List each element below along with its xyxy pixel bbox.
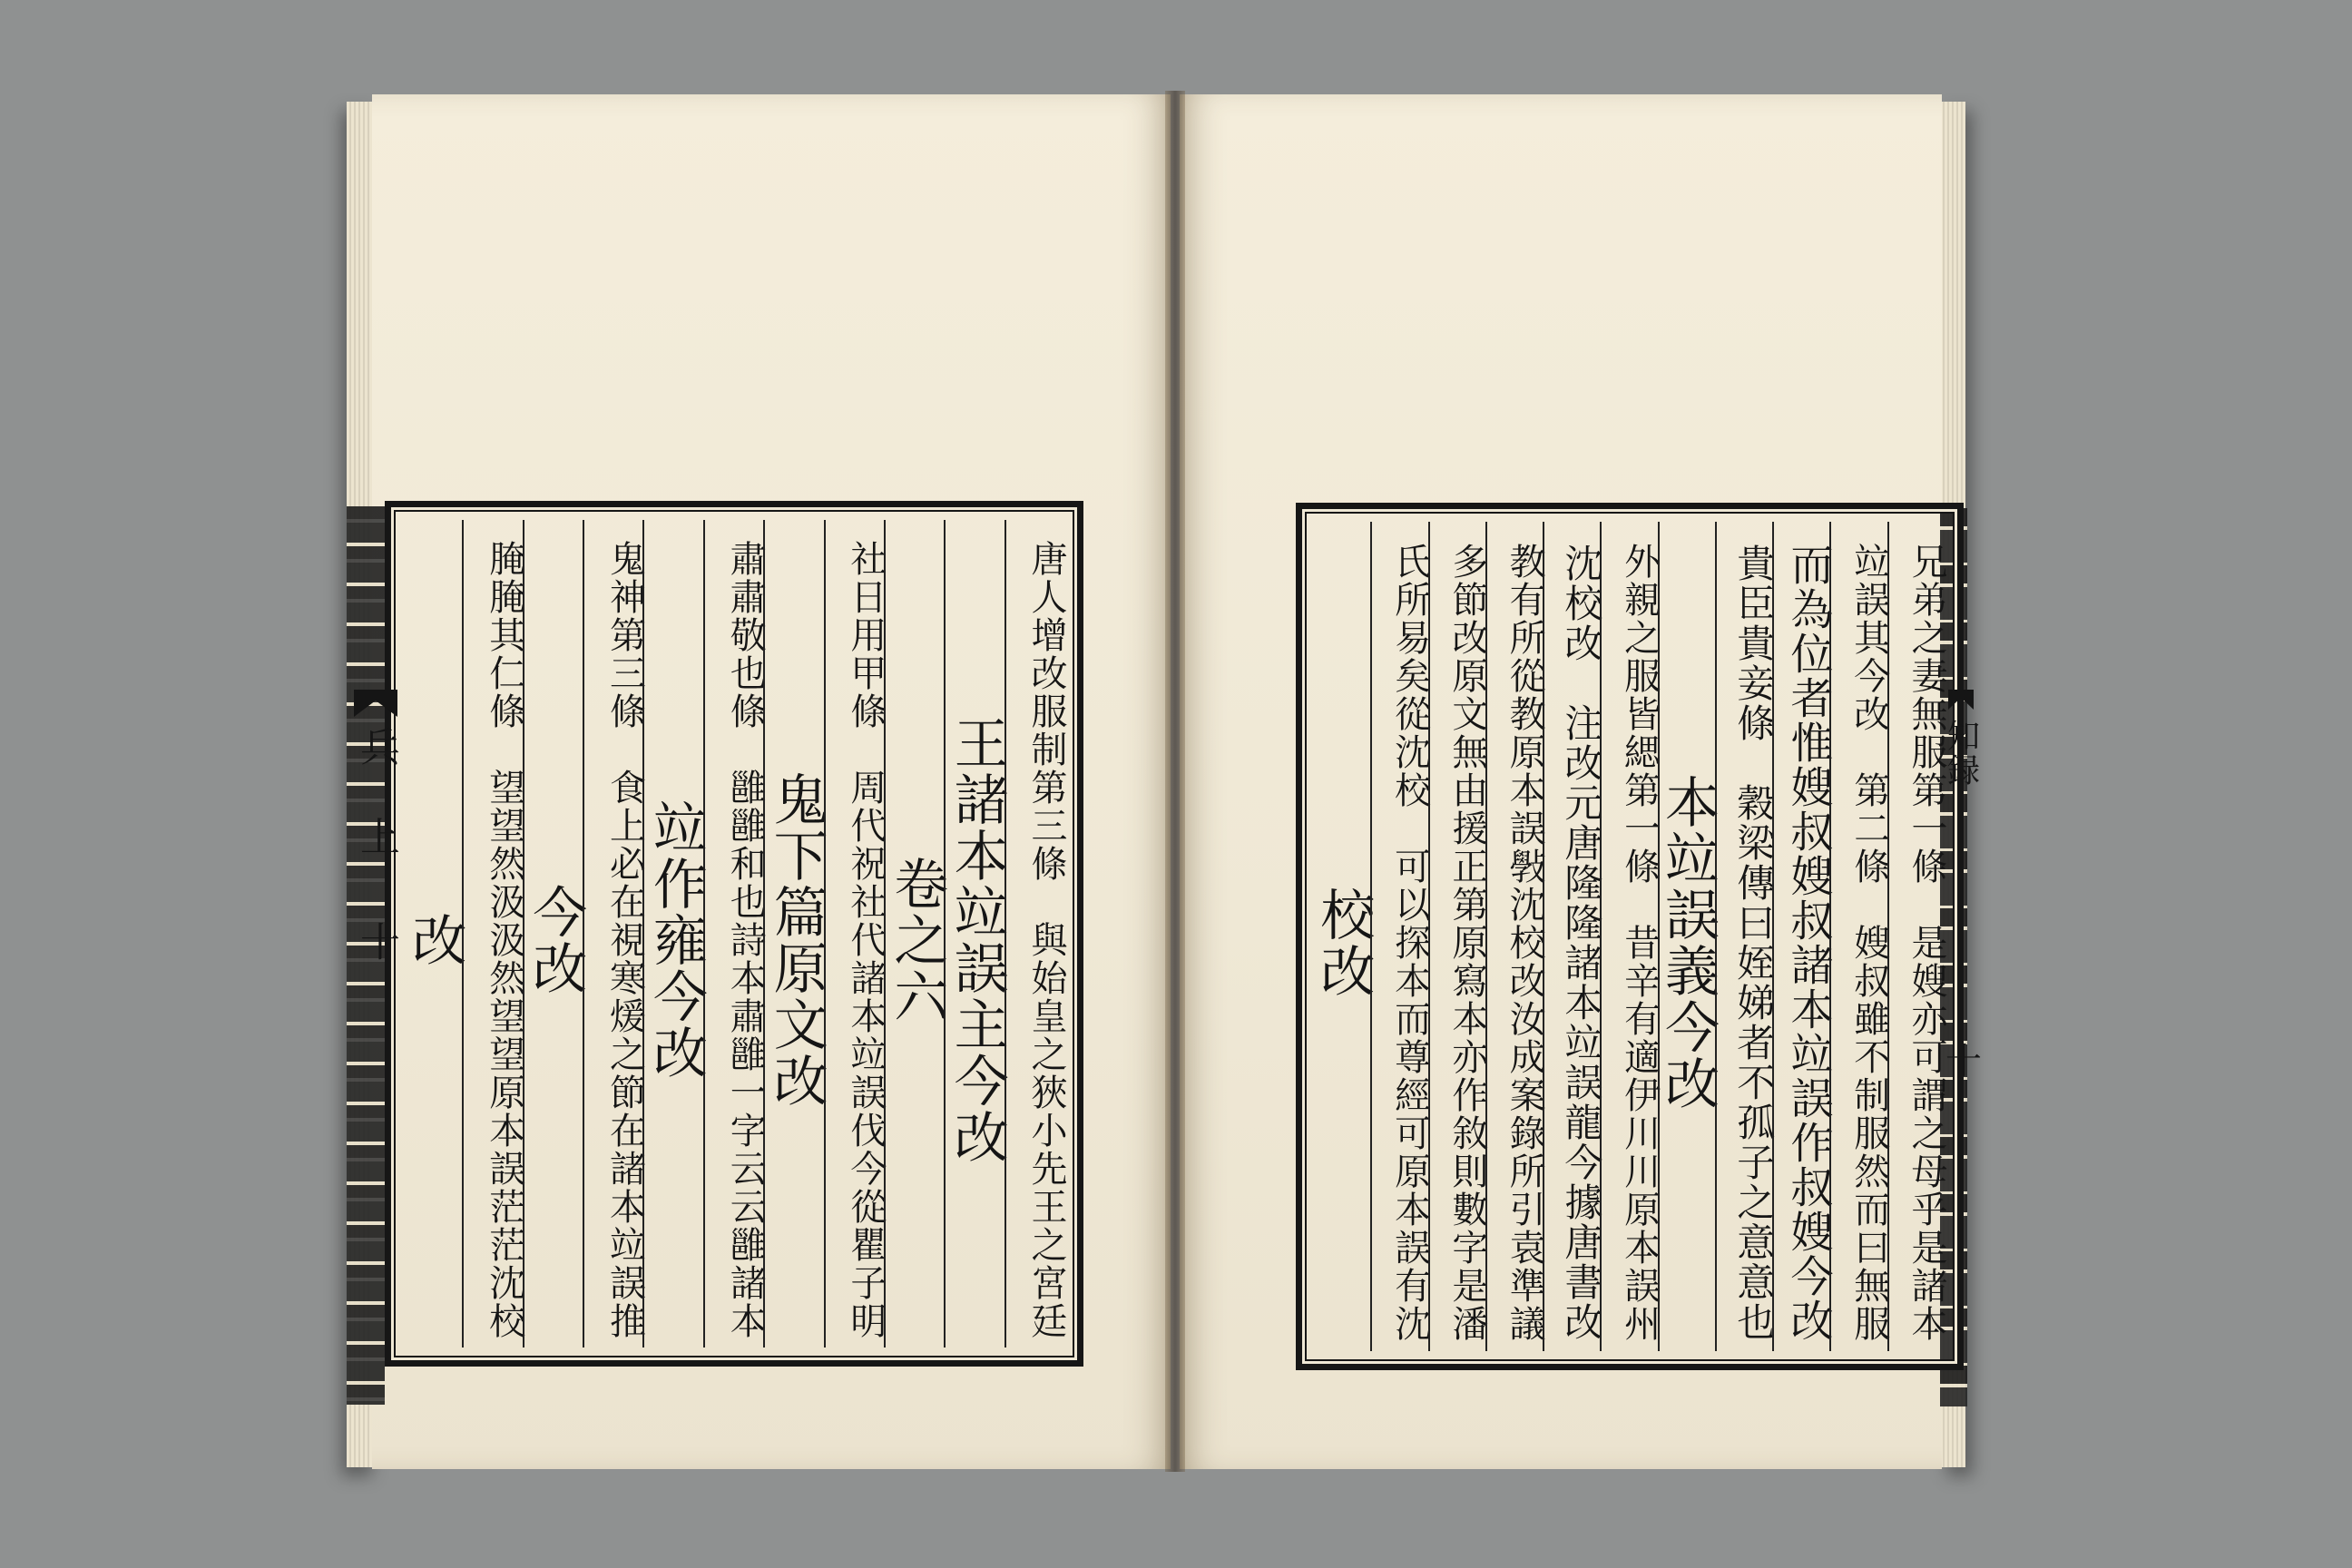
left-column-2: 王諸本竝誤主今改 bbox=[944, 520, 1004, 1348]
right-column-2: 竝誤其今改 第二條 嫂叔雖不制服然而曰無服 bbox=[1829, 522, 1886, 1351]
right-column-3: 而為位者惟嫂叔嫂叔諸本竝誤作叔嫂今改 bbox=[1772, 522, 1829, 1351]
left-fold-title: 兵 上 bbox=[353, 726, 399, 858]
book-gutter bbox=[1165, 91, 1185, 1472]
fish-tail-mark-icon bbox=[1948, 690, 1974, 710]
right-column-1: 兄弟之妻無服第一條 是嫂亦可謂之母乎是諸本 bbox=[1887, 522, 1945, 1351]
left-column-9: 今改 bbox=[523, 520, 583, 1348]
right-column-11: 校改 bbox=[1311, 887, 1376, 999]
right-column-6: 外親之服皆緦第一條 昔辛有適伊川川原本誤州 bbox=[1600, 522, 1657, 1351]
right-column-4: 貴臣貴妾條 穀梁傳曰姪娣者不孤子之意意也 bbox=[1715, 522, 1772, 1351]
left-column-6: 肅肅敬也條 雝雝和也詩本肅雝一字云云雝諸本 bbox=[703, 520, 763, 1348]
left-column-8: 鬼神第三條 食上必在視寒煖之節在諸本竝誤推 bbox=[583, 520, 642, 1348]
fish-tail-mark-icon bbox=[354, 690, 397, 717]
right-columns bbox=[1311, 522, 1947, 1351]
right-column-10: 氏所易矣從沈校 可以探本而尊經可原本誤有沈 bbox=[1370, 522, 1427, 1351]
right-column-7: 沈校改 注改元唐隆隆諸本竝誤龍今據唐書改 bbox=[1543, 522, 1600, 1351]
right-column-8: 教有所從教原本誤斅沈校改汝成案錄所引袁準議 bbox=[1485, 522, 1543, 1351]
left-fold-tab bbox=[352, 690, 399, 1161]
right-fold-number: 十 bbox=[1939, 1042, 1982, 1078]
left-column-5: 鬼下篇原文改 bbox=[763, 520, 823, 1348]
left-column-10: 腌腌其仁條 望望然汲汲然望望原本誤茫茫沈校 bbox=[462, 520, 522, 1348]
left-text-frame bbox=[385, 501, 1083, 1367]
left-column-4: 社日用甲條 周代祝社代諸本竝誤伐今從瞿子明 bbox=[824, 520, 884, 1348]
right-fold-tab bbox=[1939, 690, 1982, 1161]
left-column-11: 改 bbox=[403, 912, 467, 968]
left-column-3: 卷之六 bbox=[884, 520, 944, 1348]
right-column-5: 本竝誤義今改 bbox=[1658, 522, 1715, 1351]
left-column-1: 唐人增改服制第三條 與始皇之狹小先王之宮廷 bbox=[1004, 520, 1064, 1348]
left-columns bbox=[403, 520, 1067, 1348]
left-fold-number: 十 bbox=[353, 921, 399, 961]
left-column-7: 竝作雍今改 bbox=[642, 520, 702, 1348]
right-text-frame bbox=[1296, 503, 1964, 1370]
right-column-9: 多節改原文無由援正第原寫本亦作敘則數字是潘 bbox=[1428, 522, 1485, 1351]
right-fold-title: 知録 bbox=[1942, 719, 1980, 788]
